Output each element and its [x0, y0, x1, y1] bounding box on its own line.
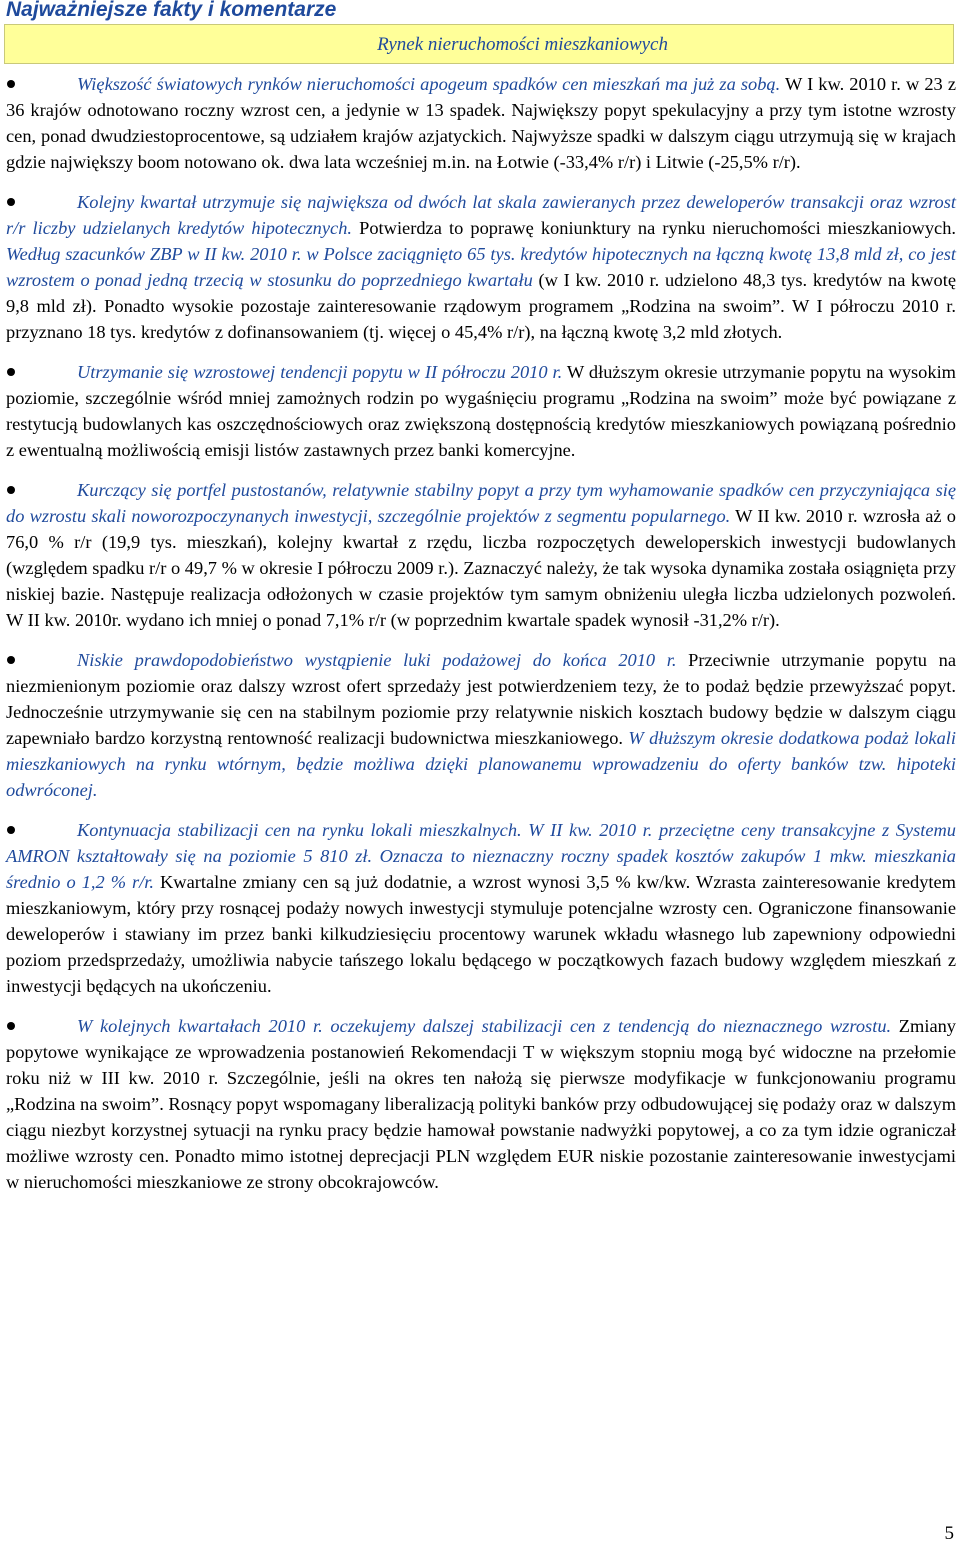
bullet-item	[6, 647, 956, 803]
highlight-text: Kontynuacja stabilizacji cen na rynku lokali mieszkalnych. W II kw. 2010 r. przeciętne ceny transakcyjne z Systemu AMRON kształtowały się na poziomie 5 810 zł. Oznacza to nieznaczny roczny spadek kosztów zakupów 1 mkw. mieszkania średnio o 1,2 % r/r.	[6, 820, 956, 892]
bullet-item	[6, 477, 956, 633]
bullet-dot-icon	[7, 80, 15, 88]
bullet-item	[6, 1013, 956, 1195]
bullet-item	[6, 817, 956, 999]
bullet-item	[6, 189, 956, 345]
highlight-text: Większość światowych rynków nieruchomości apogeum spadków cen mieszkań ma już za sobą.	[77, 74, 781, 94]
body-text: W dłuższym okresie utrzymanie popytu na wysokim poziomie, szczególnie wśród mniej zamożnych rodzin po wygaśnięciu programu „Rodzina na swoim” może być powiązane z restytucją budowlanych kas oszczędnościowych oraz zwiększoną dostępnością kredytów mieszkaniowych powiązaną pośrednio z ewentualną możliwością emisji listów zastawnych przez banki komercyjne.	[6, 362, 956, 460]
bullet-dot-icon	[7, 656, 15, 664]
body-text: W II kw. 2010 r. wzrosła aż o 76,0 % r/r (19,9 tys. mieszkań), kolejny kwartał z rzędu, liczba rozpoczętych deweloperskich inwestycji budowlanych (względem spadku r/r o 49,7 % w okresie I półroczu 2009 r.). Zaznaczyć należy, że tak wysoka dynamika została osiągnięta przy niskiej bazie. Następuje realizacja odłożonych w czasie projektów tym samym obniżeniu uległa liczba udzielonych pozwoleń. W II kw. 2010r. wydano ich mniej o ponad 7,1% r/r (w poprzednim kwartale spadek wynosił -31,2% r/r).	[6, 506, 956, 630]
highlight-text: Kurczący się portfel pustostanów, relatywnie stabilny popyt a przy tym wyhamowanie spadków cen przyczyniająca się do wzrostu skali noworozpoczynanych inwestycji, szczególnie projektów z segmentu popularnego.	[6, 480, 956, 526]
highlight-text: W kolejnych kwartałach 2010 r. oczekujemy dalszej stabilizacji cen z tendencją do nieznacznego wzrostu.	[77, 1016, 892, 1036]
bullet-list	[6, 71, 956, 1209]
bullet-dot-icon	[7, 368, 15, 376]
section-title: Najważniejsze fakty i komentarze	[6, 0, 337, 21]
highlight-text: Kolejny kwartał utrzymuje się największa od dwóch lat skala zawieranych przez deweloperów transakcji oraz wzrost r/r liczby udzielanych kredytów hipotecznych.	[6, 192, 956, 238]
highlight-text: Według szacunków ZBP w II kw. 2010 r. w Polsce zaciągnięto 65 tys. kredytów hipotecznych na łączną kwotę 13,8 mld zł, co jest wzrostem o ponad jedną trzecią w stosunku do poprzedniego kwartału	[6, 244, 956, 290]
bullet-dot-icon	[7, 1022, 15, 1030]
bullet-item	[6, 359, 956, 463]
body-text: Zmiany popytowe wynikające ze wprowadzenia postanowień Rekomendacji T w większym stopniu mogą być widoczne na przełomie roku niż w III kw. 2010 r. Szczególnie, jeśli na okres ten nałożą się pierwsze modyfikacje w funkcjonowaniu programu „Rodzina na swoim”. Rosnący popyt wspomagany liberalizacją polityki banków przy odbudowującej się podaży oraz w dalszym ciągu niezbyt korzystnej sytuacji na rynku pracy będzie hamował powstanie nadwyżki popytowej, a co za tym idzie ograniczał możliwe wzrosty cen. Ponadto mimo istotnej deprecjacji PLN względem EUR niskie pozostanie zainteresowanie inwestycjami w nieruchomości mieszkaniowe ze strony obcokrajowców.	[6, 1016, 956, 1192]
body-text: Kwartalne zmiany cen są już dodatnie, a wzrost wynosi 3,5 % kw/kw. Wzrasta zainteresowanie kredytem mieszkaniowym, który przy rosnącej podaży nowych inwestycji stymuluje potencjalne wzrosty cen. Ograniczone finansowanie deweloperów i stawiany im przez banki kilkudziesięciu procentowy warunek wkładu własnego lub zapewniony odpowiedni poziom przedsprzedaży, umożliwia nabycie tańszego lokalu będącego w początkowych fazach budowy względem mieszkań z inwestycji będących na ukończeniu.	[6, 872, 956, 996]
topic-banner	[4, 24, 954, 64]
highlight-text: Utrzymanie się wzrostowej tendencji popytu w II półroczu 2010 r.	[77, 362, 563, 382]
bullet-dot-icon	[7, 826, 15, 834]
body-text: (w I kw. 2010 r. udzielono 48,3 tys. kredytów na kwotę 9,8 mld zł). Ponadto wysokie pozostaje zainteresowanie rządowym programem „Rodzina na swoim”. W I półroczu 2010 r. przyznano 18 tys. kredytów z dofinansowaniem (tj. więcej o 45,4% r/r), na łączną kwotę 3,2 mld złotych.	[6, 270, 957, 342]
bullet-dot-icon	[7, 198, 15, 206]
body-text: W I kw. 2010 r. w 23 z 36 krajów odnotowano roczny wzrost cen, a jedynie w 13 spadek. Największy popyt spekulacyjny a przy tym istotne wzrosty cen, ponad dwudziestoprocentowe, są udziałem krajów azjatyckich. Najwyższe spadki w dalszym ciągu utrzymują się w krajach gdzie największy boom notowano ok. dwa lata wcześniej m.in. na Łotwie (-33,4% r/r) i Litwie (-25,5% r/r).	[6, 74, 956, 172]
page-number: 5	[944, 1523, 954, 1544]
bullet-dot-icon	[7, 486, 15, 494]
highlight-text: W dłuższym okresie dodatkowa podaż lokali mieszkaniowych na rynku wtórnym, będzie możliwa dzięki planowanemu wprowadzeniu do oferty banków tzw. hipoteki odwróconej.	[6, 728, 956, 800]
highlight-text: Niskie prawdopodobieństwo wystąpienie luki podażowej do końca 2010 r.	[77, 650, 677, 670]
banner-title: Rynek nieruchomości mieszkaniowych	[377, 34, 668, 55]
body-text: Potwierdza to poprawę koniunktury na rynku nieruchomości mieszkaniowych.	[352, 218, 956, 238]
body-text: Przeciwnie utrzymanie popytu na niezmienionym poziomie oraz dalszy wzrost ofert sprzedaży jest potwierdzeniem tezy, że to podaż będzie przewyższać popyt. Jednocześnie utrzymywanie się cen na stabilnym poziomie przy relatywnie niskich kosztach budowy będzie w dalszym ciągu zapewniało bardzo korzystną rentowność realizacji budownictwa mieszkaniowego.	[6, 650, 956, 748]
bullet-item	[6, 71, 956, 175]
